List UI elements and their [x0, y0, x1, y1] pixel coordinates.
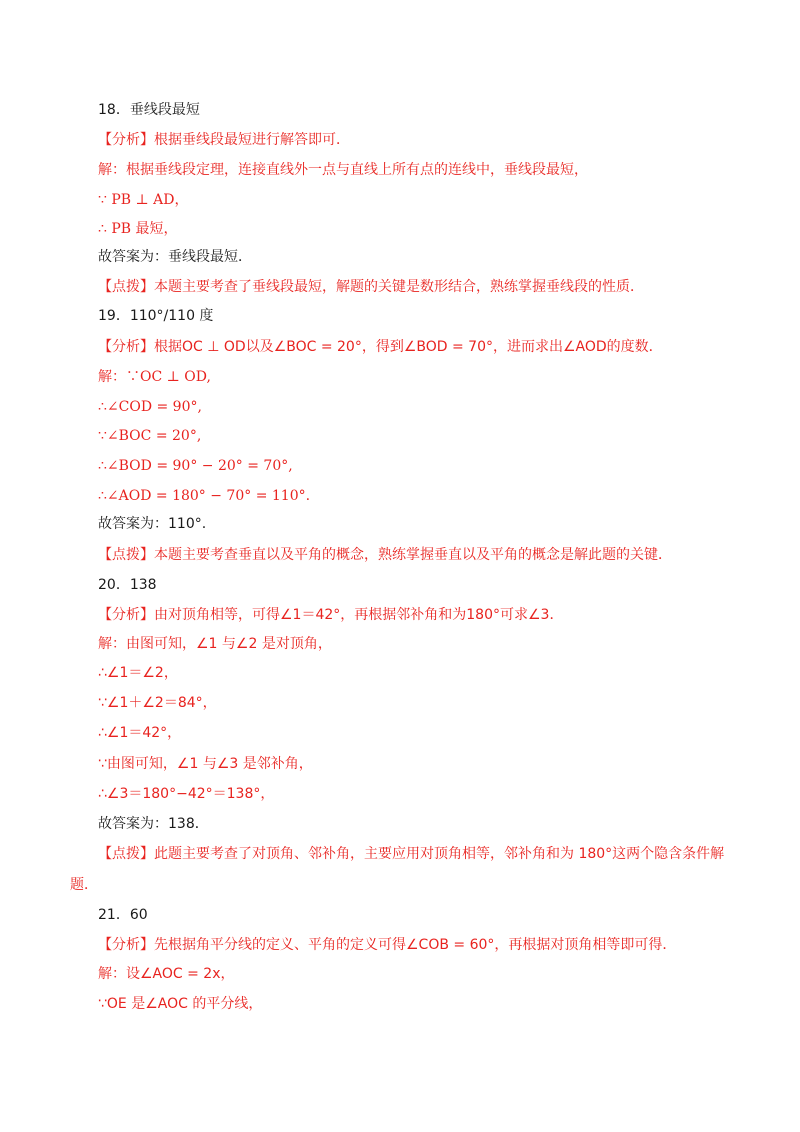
answer-19-step-4: ∴∠BOD = 90° − 20° = 70°, [98, 458, 293, 474]
answer-18-heading: 18．垂线段最短 [98, 102, 200, 118]
answer-21-step-1: ∵OE 是∠AOC 的平分线， [98, 996, 263, 1012]
answer-20-step-1: ∴∠1＝∠2， [98, 665, 178, 681]
answer-18-step-2: ∴ PB 最短， [98, 221, 178, 237]
answer-18-analysis: 【分析】根据垂线段最短进行解答即可． [98, 132, 350, 148]
answer-20-analysis: 【分析】由对顶角相等，可得∠1＝42°，再根据邻补角和为180°可求∠3． [98, 607, 564, 623]
answer-19-step-2: ∴∠COD = 90°, [98, 399, 202, 415]
answer-20-step-4: ∵由图可知，∠1 与∠3 是邻补角， [98, 756, 313, 772]
answer-20-tip: 【点拨】此题主要考查了对顶角、邻补角，主要应用对顶角相等，邻补角和为 180°这两个隐含条件解 [98, 846, 725, 862]
answer-21-analysis: 【分析】先根据角平分线的定义、平角的定义可得∠COB = 60°，再根据对顶角相等即可得． [98, 937, 677, 953]
answer-20-final: 故答案为：138． [98, 816, 209, 832]
answer-19-heading: 19．110°/110 度 [98, 308, 214, 324]
answer-19-step-5: ∴∠AOD = 180° − 70° = 110°. [98, 488, 311, 504]
answer-18-tip: 【点拨】本题主要考查了垂线段最短，解题的关键是数形结合，熟练掌握垂线段的性质． [98, 279, 644, 295]
answer-20-step-2: ∵∠1＋∠2＝84°， [98, 695, 217, 711]
answer-20-solution-intro: 解：由图可知，∠1 与∠2 是对顶角， [98, 636, 332, 652]
answer-19-analysis: 【分析】根据OC ⊥ OD以及∠BOC = 20°，得到∠BOD = 70°，进而求出∠AOD的度数． [98, 339, 663, 355]
answer-19-step-3: ∵∠BOC = 20°, [98, 428, 202, 444]
answer-20-step-5: ∴∠3＝180°−42°＝138°， [98, 786, 275, 802]
answer-21-heading: 21．60 [98, 907, 148, 923]
answer-19-step-1: 解：∵OC ⊥ OD, [98, 369, 211, 385]
answer-18-solution-intro: 解：根据垂线段定理，连接直线外一点与直线上所有点的连线中，垂线段最短， [98, 162, 588, 178]
answer-18-final: 故答案为：垂线段最短． [98, 249, 252, 265]
answer-20-heading: 20．138 [98, 577, 157, 593]
answer-20-tip-continued: 题． [70, 877, 98, 893]
answer-18-step-1: ∵ PB ⊥ AD， [98, 192, 189, 208]
answer-19-final: 故答案为：110°. [98, 516, 207, 532]
answer-19-tip: 【点拨】本题主要考查垂直以及平角的概念，熟练掌握垂直以及平角的概念是解此题的关键． [98, 547, 672, 563]
answer-20-step-3: ∴∠1＝42°， [98, 725, 182, 741]
answer-21-solution-intro: 解：设∠AOC = 2x， [98, 966, 235, 982]
